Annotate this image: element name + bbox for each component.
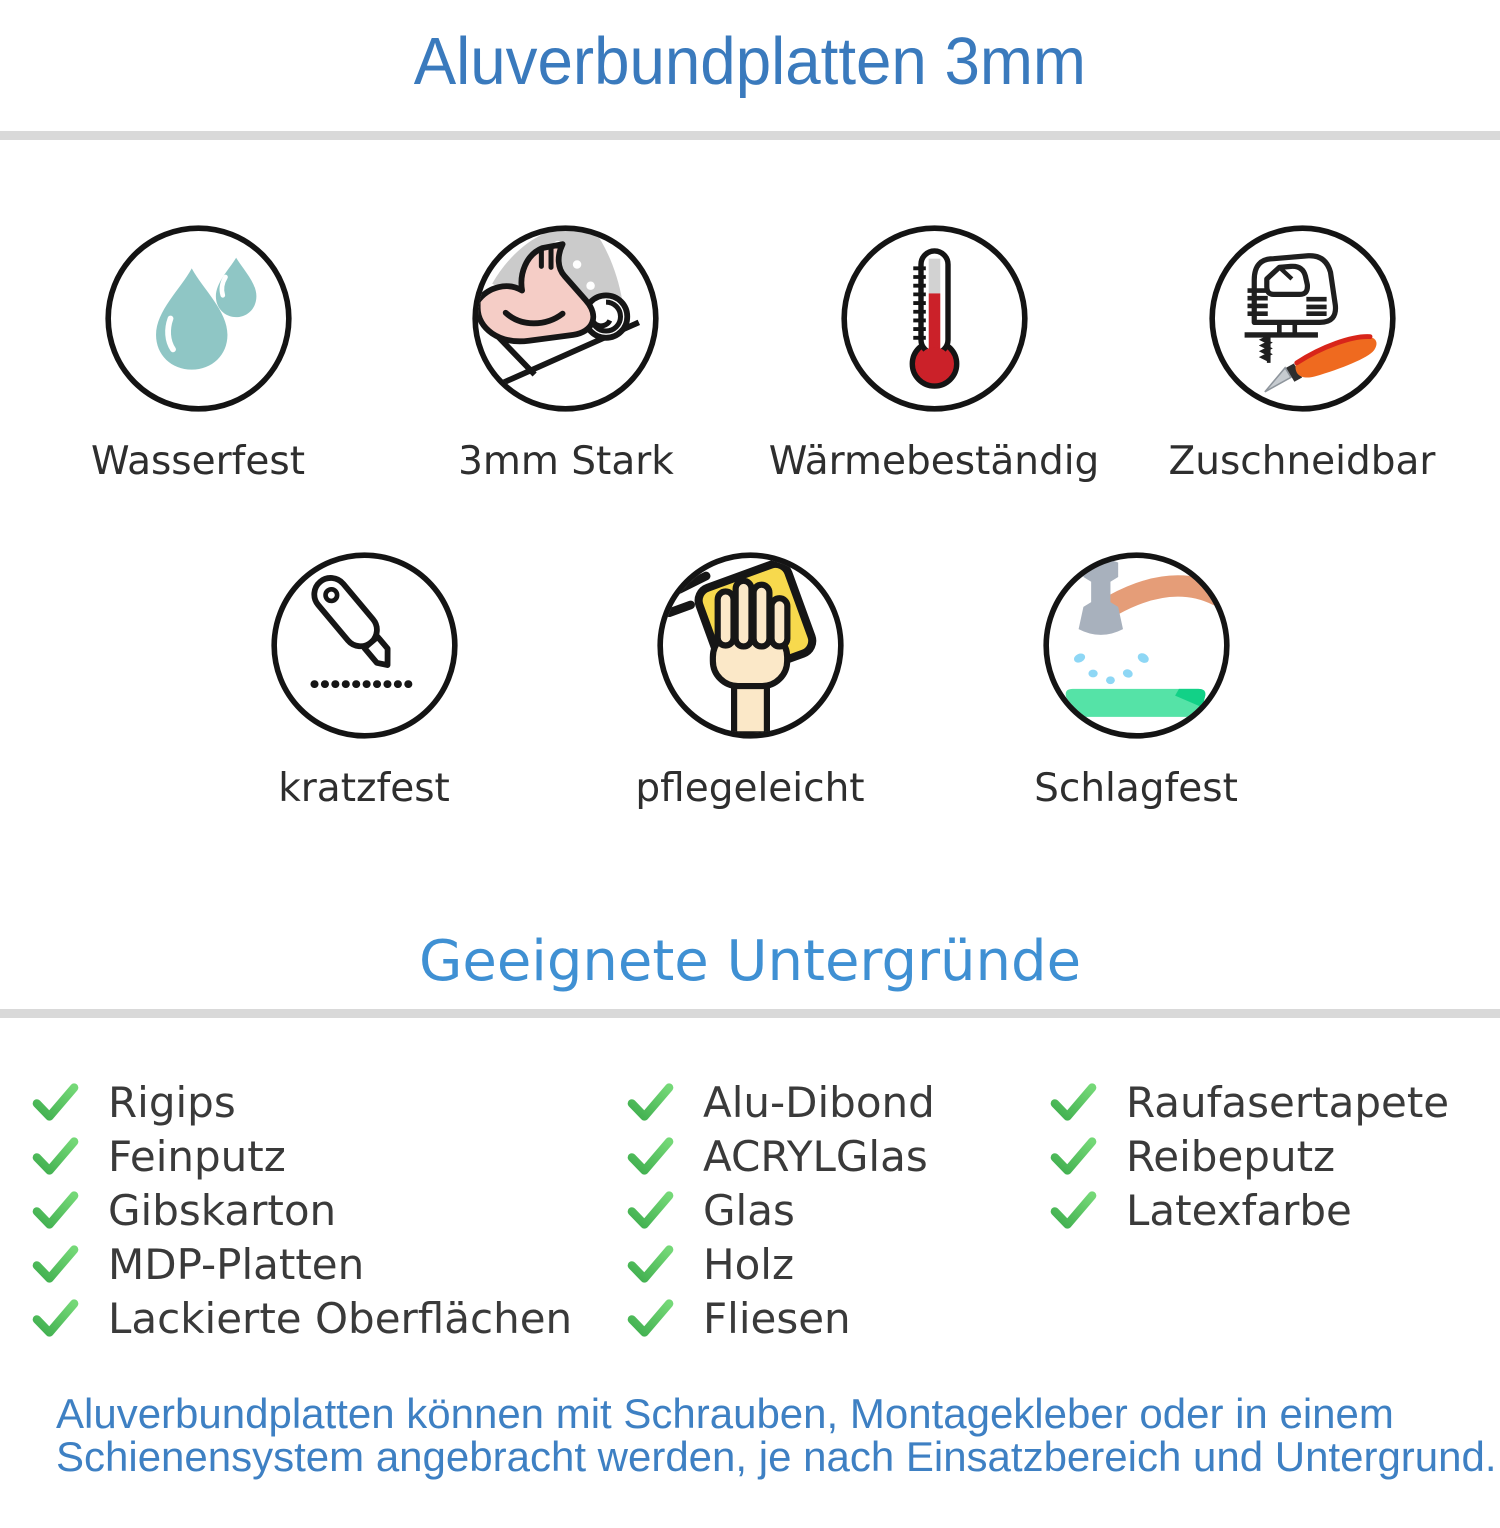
feature-label: Zuschneidbar	[1168, 439, 1436, 484]
substrate-label: Rigips	[108, 1077, 236, 1127]
substrate-label: Glas	[703, 1185, 795, 1235]
thermometer-icon	[838, 222, 1031, 415]
divider-bar	[0, 1009, 1500, 1018]
check-icon	[1050, 1082, 1097, 1123]
feature-schlagfest	[948, 549, 1324, 812]
substrate-label: Lackierte Oberflächen	[108, 1293, 573, 1343]
check-icon	[627, 1136, 674, 1177]
substrate-item	[32, 1291, 627, 1345]
check-icon	[627, 1190, 674, 1231]
feature-pflegeleicht	[562, 549, 938, 812]
substrate-item	[627, 1291, 1050, 1345]
features-row-1	[0, 222, 1500, 485]
feature-label: Wärmebeständig	[768, 439, 1100, 484]
feature-label: Wasserfest	[91, 439, 305, 484]
footer-line-1: Aluverbundplatten können mit Schrauben, Montagekleber oder in einem	[56, 1390, 1394, 1437]
substrate-item	[32, 1075, 627, 1129]
substrate-label: Gibskarton	[108, 1185, 337, 1235]
page-title-text: Aluverbundplatten 3mm	[413, 24, 1087, 99]
substrates-column-1	[32, 1075, 627, 1345]
substrate-item	[32, 1237, 627, 1291]
check-icon	[627, 1244, 674, 1285]
feature-label: 3mm Stark	[458, 439, 674, 484]
flexed-arm-roll-icon	[469, 222, 662, 415]
substrate-label: MDP-Platten	[108, 1239, 365, 1289]
substrate-label: Holz	[703, 1239, 794, 1289]
utility-knife-icon	[268, 549, 461, 742]
check-icon	[627, 1082, 674, 1123]
check-icon	[32, 1298, 79, 1339]
feature-label: kratzfest	[278, 766, 450, 811]
footer-line-2: Schienensystem angebracht werden, je nach Einsatzbereich und Untergrund.	[56, 1433, 1497, 1480]
feature-wasserfest	[91, 222, 305, 485]
substrates-column-2	[627, 1075, 1050, 1345]
feature-3mm-stark	[458, 222, 674, 485]
substrate-label: Alu-Dibond	[703, 1077, 935, 1127]
check-icon	[627, 1298, 674, 1339]
hammer-impact-icon	[1040, 549, 1233, 742]
substrate-label: Reibeputz	[1126, 1131, 1336, 1181]
substrate-item	[627, 1075, 1050, 1129]
hand-wiping-cloth-icon	[654, 549, 847, 742]
features-row-2	[0, 549, 1500, 812]
substrate-item	[1050, 1075, 1480, 1129]
page-title	[0, 24, 1500, 99]
water-drops-icon	[102, 222, 295, 415]
substrate-item	[32, 1183, 627, 1237]
check-icon	[32, 1136, 79, 1177]
substrate-item	[627, 1237, 1050, 1291]
substrates-column-3	[1050, 1075, 1480, 1345]
jigsaw-cutter-icon	[1206, 222, 1399, 415]
check-icon	[32, 1190, 79, 1231]
substrate-label: Latexfarbe	[1126, 1185, 1352, 1235]
substrate-item	[627, 1129, 1050, 1183]
check-icon	[1050, 1136, 1097, 1177]
footer-note	[0, 1392, 1500, 1478]
substrate-label: Raufasertapete	[1126, 1077, 1450, 1127]
check-icon	[1050, 1190, 1097, 1231]
section-title: Geeignete Untergründe	[418, 929, 1082, 994]
feature-waermebestaendig	[769, 222, 1100, 485]
feature-label: Schlagfest	[1034, 766, 1238, 811]
substrate-label: ACRYLGlas	[703, 1131, 928, 1181]
check-icon	[32, 1244, 79, 1285]
substrate-label: Fliesen	[703, 1293, 851, 1343]
feature-label: pflegeleicht	[635, 766, 865, 811]
check-icon	[32, 1082, 79, 1123]
divider-bar	[0, 131, 1500, 140]
substrates-grid	[0, 1075, 1500, 1345]
substrate-item	[1050, 1183, 1480, 1237]
substrate-item	[1050, 1129, 1480, 1183]
substrate-item	[32, 1129, 627, 1183]
substrate-label: Feinputz	[108, 1131, 286, 1181]
substrate-item	[627, 1183, 1050, 1237]
feature-zuschneidbar	[1169, 222, 1436, 485]
feature-kratzfest	[176, 549, 552, 812]
